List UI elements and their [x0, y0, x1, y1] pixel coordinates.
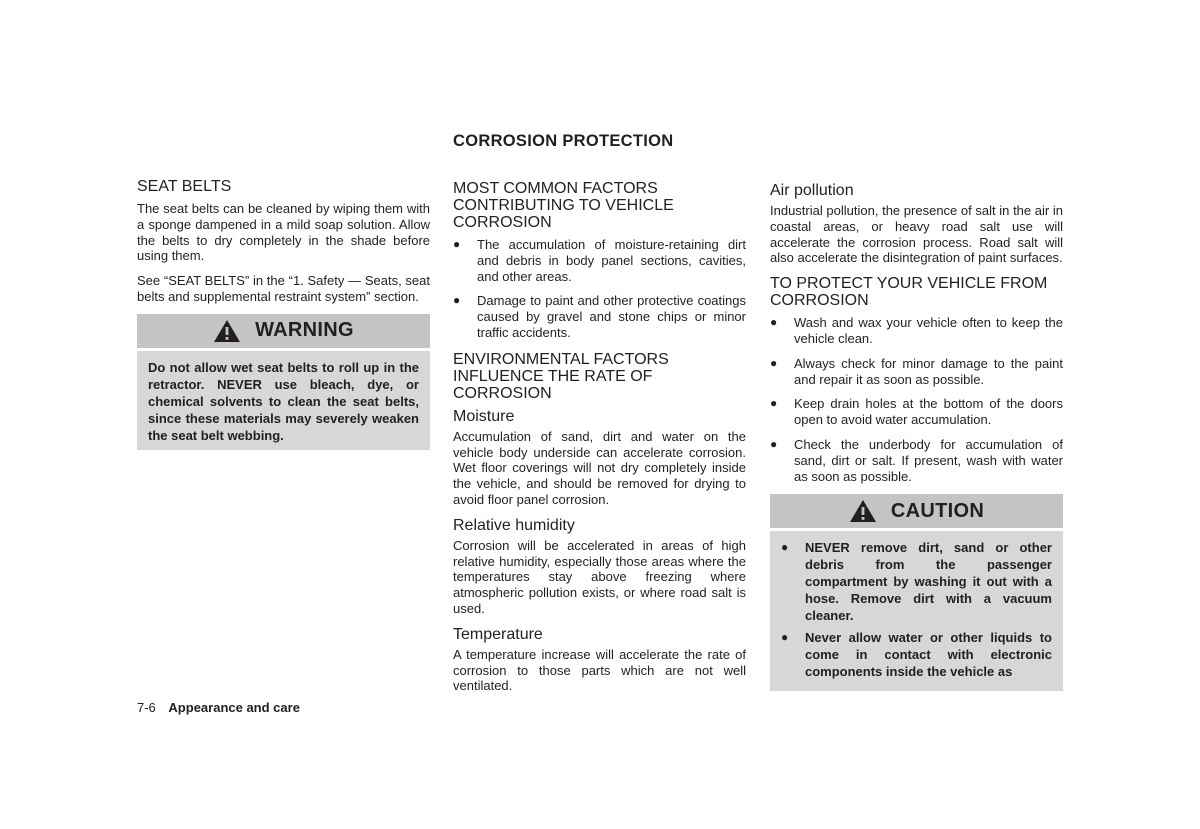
caution-header — [770, 494, 1063, 531]
bullet-icon: ● — [770, 315, 778, 330]
list-item: ● The accumulation of moisture-retaining dirt and debris in body panel sections, cavities, and other areas. — [453, 237, 746, 284]
moisture-heading: Moisture — [453, 407, 515, 425]
list-item: ● Keep drain holes at the bottom of the doors open to avoid water accumulation. — [770, 396, 1063, 428]
bullet-icon: ● — [770, 355, 778, 370]
air-pollution-heading: Air pollution — [770, 182, 854, 199]
page-title: CORROSION PROTECTION — [453, 132, 674, 150]
list-item: ● Check the underbody for accumulation of sand, dirt or salt. If present, wash with water as soon as possible. — [770, 436, 1063, 484]
caution-list — [770, 531, 1063, 691]
list-item: ● Never allow water or other liquids to come in contact with electronic components inside the vehicle as — [781, 630, 1052, 680]
moisture-text: Accumulation of sand, dirt and water on the vehicle body underside can accelerate corrosion. Wet floor coverings will not dry completely inside the vehicle, and should be removed for drying to avoid floor panel corrosion. — [453, 428, 746, 507]
environmental-heading: ENVIRONMENTAL FACTORS INFLUENCE THE RATE OF CORROSION — [453, 350, 669, 402]
common-factors-list — [453, 237, 746, 341]
warning-text: Do not allow wet seat belts to roll up in the retractor. NEVER use bleach, dye, or chemical solvents to clean the seat belts, since these materials may severely weaken the seat belt webbing. — [148, 359, 419, 443]
temperature-text: A temperature increase will accelerate the rate of corrosion to those parts which are not well ventilated. — [453, 646, 746, 694]
protection-column — [770, 182, 1063, 701]
bullet-icon: ● — [781, 630, 789, 645]
seat-belts-column — [137, 178, 430, 450]
air-pollution-text: Industrial pollution, the presence of salt in the air in coastal areas, or heavy road salt use will accelerate the corrosion process. Road salt will also accelerate the disintegration of paint surfaces. — [770, 203, 1063, 266]
list-item: ● NEVER remove dirt, sand or other debris from the passenger compartment by washing it out with a hose. Remove dirt with a vacuum cleaner. — [781, 540, 1052, 624]
page-number: 7-6 — [137, 700, 156, 715]
protect-heading: TO PROTECT YOUR VEHICLE FROM CORROSION — [770, 275, 1048, 310]
caution-box — [770, 494, 1063, 691]
list-item: ● Wash and wax your vehicle often to keep the vehicle clean. — [770, 315, 1063, 346]
bullet-icon: ● — [453, 293, 461, 308]
bullet-icon: ● — [770, 396, 778, 411]
caution-label: CAUTION — [890, 499, 985, 522]
humidity-text: Corrosion will be accelerated in areas of high relative humidity, especially those areas where the temperatures stay above freezing where atmospheric pollution exists, or where road salt is used. — [453, 537, 746, 616]
bullet-icon: ● — [453, 237, 461, 251]
protect-list — [770, 315, 1063, 484]
common-factors-heading: MOST COMMON FACTORS CONTRIBUTING TO VEHICLE CORROSION — [453, 180, 674, 231]
bullet-icon: ● — [770, 436, 778, 451]
section-name: Appearance and care — [168, 700, 300, 715]
seat-belts-heading: SEAT BELTS — [137, 178, 232, 195]
seat-belts-paragraph-2: See “SEAT BELTS” in the “1. Safety — Seats, seat belts and supplemental restraint system” section. — [137, 273, 430, 304]
warning-label: WARNING — [255, 319, 354, 342]
seat-belts-paragraph-1: The seat belts can be cleaned by wiping them with a sponge dampened in a mild soap solution. Allow the belts to dry completely in the shade before using them. — [137, 201, 430, 264]
list-item: ● Always check for minor damage to the paint and repair it as soon as possible. — [770, 355, 1063, 387]
page-footer — [137, 700, 300, 715]
humidity-heading: Relative humidity — [453, 516, 575, 534]
temperature-heading: Temperature — [453, 625, 543, 643]
list-item: ● Damage to paint and other protective coatings caused by gravel and stone chips or minor traffic accidents. — [453, 293, 746, 340]
warning-box — [137, 314, 430, 450]
bullet-icon: ● — [781, 540, 789, 555]
warning-header — [137, 314, 430, 351]
corrosion-factors-column — [453, 180, 746, 703]
warning-icon — [849, 499, 877, 523]
warning-icon — [213, 319, 241, 343]
